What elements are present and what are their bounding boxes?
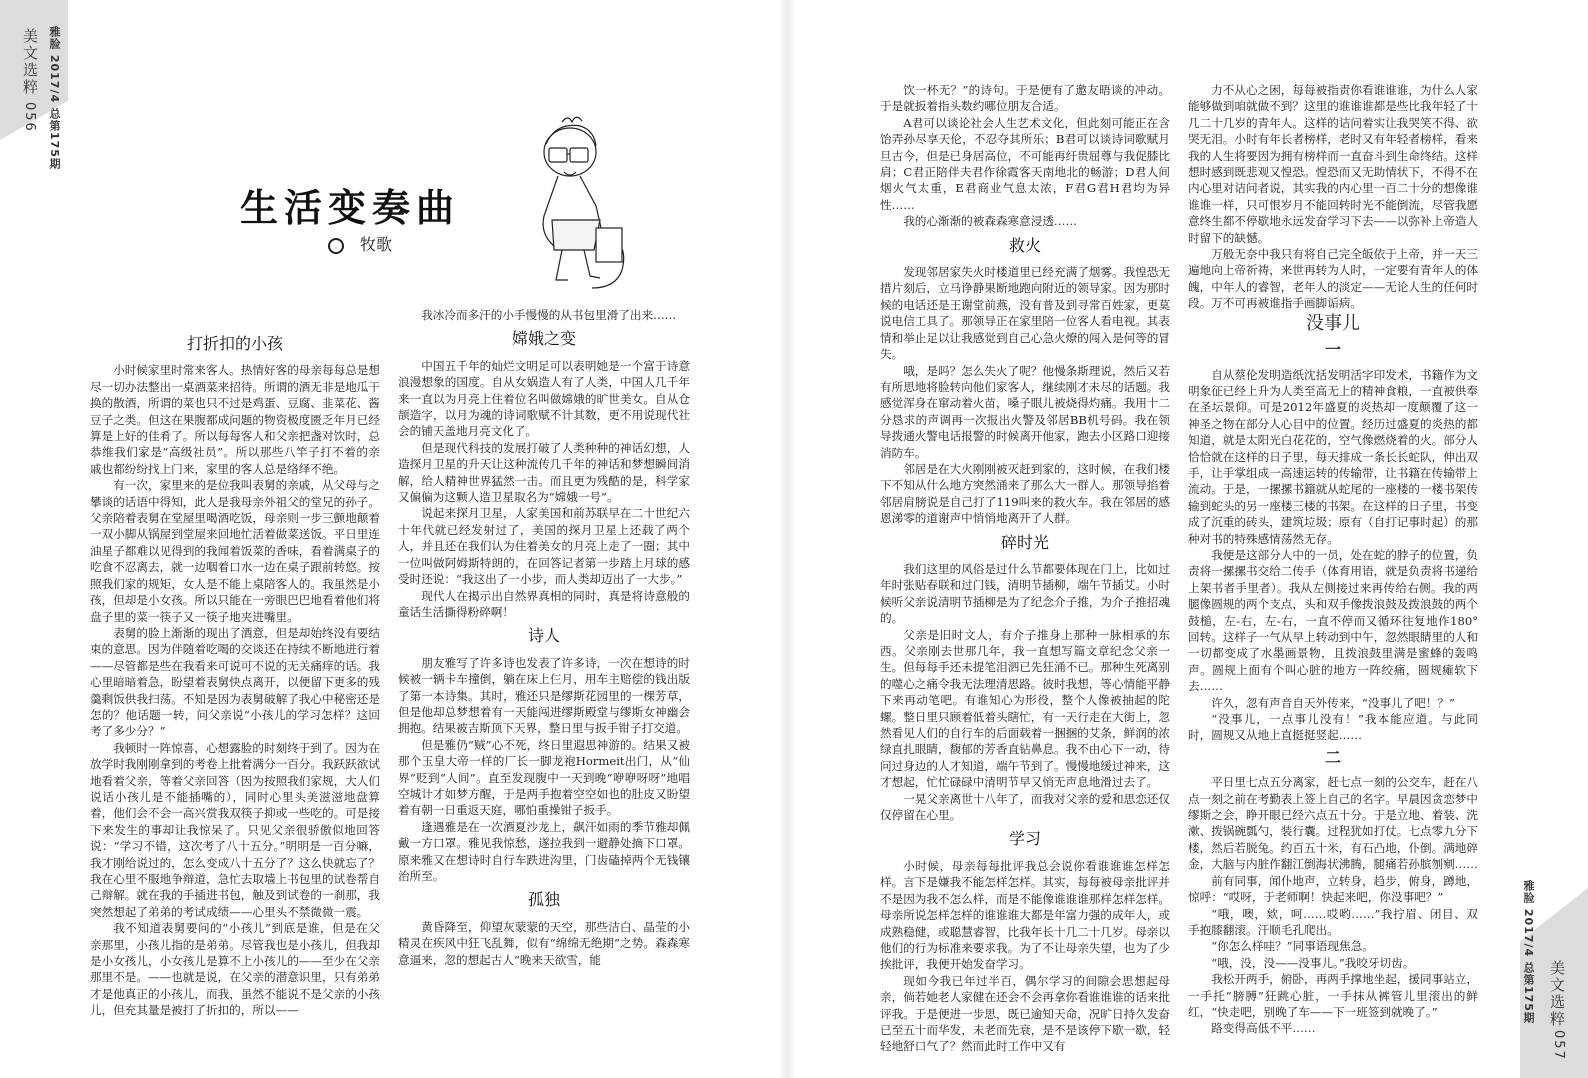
paragraph: 我便是这部分人中的一员，处在蛇的脖子的位置，负责将一摞摞书交给二传手（体育用语，就是负责将书递给上架书者手里者）。我从左侧接过来再传给右侧。我的两腿像圆规的两个支点，头和双手像拨浪鼓及拨浪鼓的两个鼓槌，左-右，左-右，一直不停而又循环往复地作180°回转。这样子一气从早上转动到中午，忽然眼睛里的人和一切都变成了水墨画景物，且拨浪鼓里满是蜜蜂的轰鸣声。圆规上面有个叫心脏的地方一阵绞痛，圆规瘫软下去…… (1188, 547, 1478, 694)
column-1 (90, 328, 380, 1019)
paragraph: 许久，忽有声音自天外传来，“没事儿了吧！？” (1211, 695, 1455, 710)
paragraph: 我松开两手，俯卧，再两手撑地坐起，援同事站立，一手托“膀膊”狂跳心脏，一手抹从裤管儿里滚出的鲜红，“快走吧，别晚了车——下一班签到就晚了。” (1188, 972, 1478, 1019)
paragraph: A君可以谈论社会人生艺术文化，但此刻可能正在含饴弄孙尽享天伦，不忍夺其所乐；B君可以谈诗词歌赋月旦古今，但是已身居高位，不可能再纡贵屈尊与我促膝比肩；C君正陪伴夫君作徐霞客天南地北的畅游；D君人间烟火气太重，E君商业气息太浓，F君G君H君均为异性…… (880, 115, 1170, 212)
page-gutter (780, 0, 794, 1078)
paragraph: 有一次，家里来的是位我叫表舅的亲戚，从父母与之攀谈的话语中得知，此人是我母亲外祖父的堂兄的孙子。父亲陪着表舅在堂屋里喝酒吃饭，母亲则一步三颤地颠着一双小脚从锅屋到堂屋来回地忙活着做菜送饭。平日里连油星子都难以见得到的我闻着饭菜的香味，看着满桌子的吃食不忍离去，就一边咽着口水一边在桌子跟前转悠。按照我们家的规矩，女人是不能上桌陪客人的。我虽然是小孩，但却是小女孩。所以只能在一旁眼巴巴地看着他们将盘子里的菜一筷子又一筷子地夹进嘴里。 (90, 478, 380, 624)
section-body (880, 561, 1170, 824)
section-title: 诗人 (527, 626, 560, 646)
paragraph: 前有同事，闻仆地声，立转身，趋步，俯身，蹲地，惊呼：“哎呀，于老师啊！快起来吧，你没事吧？” (1188, 873, 1478, 905)
paragraph: 小时候，母亲每每批评我总会说你看谁谁谁怎样怎样。言下是嫌我不能怎样怎样。其实，每每被母亲批评并不是因为我不怎么样，而是不能像谁谁谁那样怎样怎样。母亲所说怎样怎样的谁谁谁大都是年富力强的成年人，或成熟稳健，或聪慧睿智，比我年长十几二十几岁。母亲以他们的行为标准来要求我。为了不让母亲失望，也为了少挨批评，我便开始发奋学习。 (880, 858, 1170, 972)
girl-illustration (500, 110, 650, 300)
paragraph: 我的心渐渐的被森森寒意浸透…… (903, 214, 1078, 229)
paragraph: 但是雅仍“贼”心不死，终日里遐思神游的。结果又被那个玉皇大帝一样的厂长一脚龙袍Hormeit出门，从“仙界”贬到“人间”。直至发现腹中一天到晚“咿咿呀呀”地唱空城计才如梦方醒，于是两手抱着空空如也的肚皮又盼望着有朝一日重返天庭，哪怕重操钳子扳手。 (398, 737, 690, 818)
paragraph: “你怎么样哇？”同事语现焦急。 (1211, 939, 1374, 954)
section-body (880, 264, 1170, 527)
paragraph: 自从蔡伦发明造纸沈括发明活字印发术，书籍作为文明象征已经上升为人类至高无上的精神食粮，一直被供奉在圣坛景仰。可是2012年盛夏的炎热却一度颠覆了这一神圣之物在部分人心目中的位置。经历过盛夏的炎热的都知道，就是太阳光白花花的，空气像燃烧着的火。部分人恰恰就在这样的日子里，每天排成一条长长蛇队，伸出双手，让手掌组成一高速运转的传输带，让书籍在传输带上流动。于是，一摞摞书籍就从蛇尾的一座楼的一楼书架传输到蛇头的另一座楼三楼的书架。在这样的日子里，书变成了沉重的砖头，建筑垃圾；原有（自打记事时起）的那种对书的特殊感情荡然无存。 (1188, 367, 1478, 546)
magazine-name-right: 美文选粹 (1548, 960, 1566, 1028)
section-title: 没事儿 (1306, 312, 1360, 334)
paragraph: 平日里七点五分离家，赶七点一刻的公交车，赶在八点一刻之前在考勤表上签上自己的名字。早晨因贪恋梦中缪斯之会，睁开眼已经六点五十分。于是立地、着装、洗漱、拨锅碗瓢勺，装行囊。过程犹如打仗。七点零九分下楼，然后若脱兔。约百五十米，有石凸地，仆倒。满地碎金，大脑与内脏作翻江倒海状沸腾，腿痛若孙膑刎剜…… (1188, 775, 1478, 872)
paragraph: 我顿时一阵惊喜，心想露脸的时刻终于到了。因为在放学时我刚刚拿到的考卷上批着满分一百分。我跃跃欲试地看着父亲，等着父亲回答（因为按照我们家规，大人们说话小孩儿是不能插嘴的），同时心里头美滋滋地盘算着，他们会不会一高兴赏我双筷子抑或一些吃的。可是接下来发生的事却让我惊呆了。只见父亲很骄傲似地回答说：“学习不错，这次考了八十五分。”明明是一百分嘛，我才刚给说过的，怎么变成八十五分了？这么快就忘了？我在心里不服地争辩道，急忙去取墙上书包里的试卷帮自己辩解。就在我的手插进书包，触及到试卷的一刹那，我突然想起了弟弟的考试成绩——心里头不禁微微一震。 (90, 740, 380, 919)
section-title: 孤独 (527, 890, 560, 910)
section-title: 嫦娥之变 (511, 329, 576, 349)
paragraph: 邻居是在大火刚刚被灭赶到家的，这时候，在我们楼下不知从什么地方突然涌来了那么大一群人。那领导掐着邻居肩膀说是自己打了119叫来的救火车。我在邻居的感恩涕零的道谢声中悄悄地离开了人群。 (880, 461, 1170, 526)
section-body (398, 655, 690, 885)
magazine-name-left: 美文选粹 (21, 28, 39, 96)
column-4 (1188, 82, 1478, 1037)
section-title: 救火 (1008, 235, 1041, 255)
paragraph: 逢遇雅是在一次酒夏沙龙上，飙汗如雨的季节雅却佩戴一方口罩。雅见我惊愁，遂拉我到一避静处摘下口罩。原来雅又在想诗时自行车跌进沟里，门齿磕掉两个无钱镶治所至。 (398, 819, 690, 883)
issue-info-right: 雅脸 2017/4 总第175期 (1522, 880, 1535, 1024)
page-number-left: 056 (22, 102, 37, 133)
column-3 (880, 82, 1170, 1055)
section-title: 打折扣的小孩 (186, 334, 283, 353)
paragraph: 父亲是旧时文人，有介子推身上那种一脉相承的东西。父亲刚去世那几年，我一直想写篇文章纪念父亲一生。但每每手还未提笔泪泗已先狂涌不已。那种生死离别的噬心之痛令我无法理清思路。彼时我想，等心情能平静下来再动笔吧。有谁知心为形役，整个人像被抽起的陀螺。整日里只顾着低着头瞎忙，有一天行走在大街上，忽然看见人们的自行车的后面载着一捆捆的艾条，鲜润的浓绿直扎眼睛，馥郁的芳香直钻鼻息。我不由心下一动，待问过身边的人才知道，端午节到了。慢慢地缓过神来，这才想起，忙忙碌碌中清明节早又悄无声息地滑过去了。 (880, 627, 1170, 790)
paragraph: 一晃父亲离世十八年了，而我对父亲的爱和思恋还仅仅停留在心里。 (880, 791, 1170, 823)
paragraph: 黄昏降至，仰望灰蒙蒙的天空，那些洁白、晶莹的小精灵在疾风中狂飞乱舞，似有“绵绵无绝期”之势。森森寒意逼来，忽的想起古人“晚来天欲雪，能 (398, 919, 690, 967)
left-page (0, 0, 780, 1078)
section-title: 碎时光 (1000, 532, 1049, 552)
section-body (880, 858, 1170, 1055)
paragraph: 发现邻居家失火时楼道里已经充满了烟雾。我惶恐无措片刻后，立马诤静果断地跑向附近的领导家。因为那时候的电话还是王谢堂前燕，没有普及到寻常百姓家，更莫说电信工具了。那领导正在家里陪一位客人看电视。其表情和举止足以让我感觉到自己心急火燎的闯入是何等的冒失。 (880, 265, 1170, 362)
section-body (90, 362, 380, 1018)
paragraph: 路变得高低不平…… (1211, 1021, 1316, 1036)
paragraph: “哦，没，没——没事儿。”我咬牙切齿。 (1211, 955, 1415, 970)
paragraph: 但是现代科技的发展打破了人类种种的神话幻想，人造探月卫星的升天让这种流传几千年的神话和梦想瞬间消解，给人精神世界猛然一击。而且更为残酷的是，科学家又偏偏为这颗人造卫星取名为“嫦娥一号”。 (398, 440, 690, 505)
paragraph: 万般无奈中我只有将自己完全皈依于上帝，并一天三遍地向上帝祈祷，来世再转为人时，一定要有青年人的体魄，中年人的睿智，老年人的淡定——无论人生的任何时段。万不可再被谁指手画脚诟病。 (1188, 247, 1478, 311)
author-line (328, 232, 392, 255)
paragraph: 表舅的脸上渐渐的现出了酒意，但是却始终没有要结束的意思。因为伴随着吃喝的交谈还在持续不断地进行着——尽管都是些在我看来可说可不说的无关痛痒的话。我心里暗暗着急，盼望着表舅快点离开，以便留下更多的残羹剩饭供我扫荡。不知是因为表舅破解了我心中秘密还是怎的？他话题一转，问父亲说“小孩儿的学习怎样？这回考了多少分？” (90, 625, 380, 739)
section-body (1188, 774, 1478, 1037)
page-number-right: 057 (1551, 1030, 1566, 1061)
paragraph: 中国五千年的灿烂文明足可以表明她是一个富于诗意浪漫想象的国度。自从女娲造人有了人类，中国人几千年来一直以为月亮上住着位名叫做嫦娥的旷世美女。自从仓颉造字，以月为魂的诗词歌赋不计其数，更不用说现代社会的铺天盖地月亮文化了。 (398, 358, 690, 439)
section-body (398, 919, 690, 968)
paragraph: 现代人在揭示出自然界真相的同时，真是将诗意般的童话生活撕得粉碎啊！ (398, 588, 690, 619)
section-body (1188, 82, 1478, 312)
paragraph: 我不知道表舅要问的“小孩儿”到底是谁，但是在父亲那里，小孩儿指的是弟弟。尽管我也是小孩儿，但我却是小女孩儿，小女孩儿是算不上小孩儿的——至少在父亲那里不是。——也就是说，在父亲的潜意识里，只有弟弟才是他真正的小孩儿，而我，虽然不能说不是父亲的小孩儿，但充其量是被打了折扣的，所以—— (90, 921, 380, 1018)
column-2 (398, 307, 690, 968)
paragraph: 说起来探月卫星，人家美国和前苏联早在二十世纪六十年代就已经发射过了，美国的探月卫星上还载了两个人，并且还在我们认为住着美女的月亮上走了一圈；其中一位叫做阿姆斯特朗的，在回答记者第一步踏上月球的感受时还说：“我这出了一小步，而人类却迈出了一大步。” (398, 506, 690, 587)
section-title: 学习 (1008, 829, 1041, 849)
paragraph: 力不从心之困，每每被指责你看谁谁谁，为什么人家能够做到咱就做不到？这里的谁谁谁都是些比我年轻了十几二十几岁的青年人。这样的诘问着实让我哭笑不得、欲哭无泪。小时有年长者榜样，老时又有年轻者榜样，看来我的人生将要因为拥有榜样而一直奋斗到生命终结。这样想时感到既悲观又惶恐。惶恐而又无助情状下，不得不在内心里对诘问者说，其实我的内心里一百二十分的想像谁谁谁一样，只可恨岁月不能回转时光不能倒流，尽管我愿意终生都不停歇地永远发奋学习下去——以弥补上帝造人时留下的缺憾。 (1188, 83, 1478, 245)
paragraph: 哦，是吗？怎么失火了呢？他慢条斯理说，然后又若有所思地将脸转向他们家客人，继续刚才未尽的话题。我感觉浑身在窜动着火苗，嗓子眼儿被烧得灼痛。我用十二分恳求的声调再一次报出火警及邻居BB机号码。我在领导拨通火警电话报警的时候离开他家，跑去小区路口迎接消防车。 (880, 363, 1170, 460)
section-body (1188, 367, 1478, 744)
paragraph: 我们这里的风俗是过什么节都要体现在门上，比如过年时张贴春联和过门钱，清明节插柳，端午节插艾。小时候听父亲说清明节插柳是为了纪念介子推，为介子推招魂的。 (880, 561, 1170, 626)
author-name: 牧歌 (360, 235, 393, 254)
paragraph: 朋友雅写了许多诗也发表了许多诗，一次在想诗的时候被一辆卡车撞倒，躺在床上仨月，用车主赔偿的钱出版了第一本诗集。其时，雅还只是缪斯花园里的一棵芳草，但是他却总梦想着有一天能闯进缪斯殿堂与缪斯女神幽会拥抱。结果被吉斯顶下天界，整日里与扳手钳子打交道。 (398, 655, 690, 736)
circle-icon (328, 238, 344, 254)
section-body (880, 82, 1170, 230)
subsection-number: 一 (1324, 340, 1341, 360)
paragraph: “哦，噢，欸，呵……哎哟……”我拧眉、闭目、双手抱膝翻滚。汗顺毛孔爬出。 (1188, 906, 1478, 937)
paragraph: 饮一杯无？”的诗句。于是便有了邀友晤谈的冲动。于是就扳着指头数约哪位朋友合适。 (880, 83, 1170, 114)
paragraph: 我冰冷而多汗的小手慢慢的从书包里滑了出来…… (421, 308, 677, 322)
section-body (398, 358, 690, 621)
paragraph: 现如今我已年过半百，偶尔学习的间隙会思想起母亲，倘若她老人家健在还会不会再拿你看谁谁谁的话来批评我。于是便进一步思，既已逾知天命，况旷日持久发奋已至五十而华发，未老而先衰，是不是该停下歇一歇，轻轻地舒口气了？然而此时工作中又有 (880, 973, 1170, 1054)
paragraph: “没事儿，一点事儿没有！”我本能应道。与此同时，圆规又从地上直挺挺竖起…… (1188, 712, 1478, 743)
issue-info-left: 雅脸 2017/4 总第175期 (48, 26, 61, 170)
right-page (794, 0, 1588, 1078)
subsection-number: 二 (1324, 747, 1341, 767)
article-title: 生活变奏曲 (240, 185, 461, 230)
paragraph: 小时候家里时常来客人。热情好客的母亲每每总是想尽一切办法整出一桌酒菜来招待。所谓的酒无非是地瓜干换的散酒，所谓的菜也只不过是鸡蛋、豆腐、韭菜花、酱豆子之类。但这在果腹都成问题的物资极度匮乏年月已经算是上好的佳肴了。所以每每客人和父亲把盏对饮时，总恭维我们家是“高级社员”。所以那些八竿子打不着的亲戚也都纷纷找上门来，家里的客人总是络绎不绝。 (90, 363, 380, 476)
